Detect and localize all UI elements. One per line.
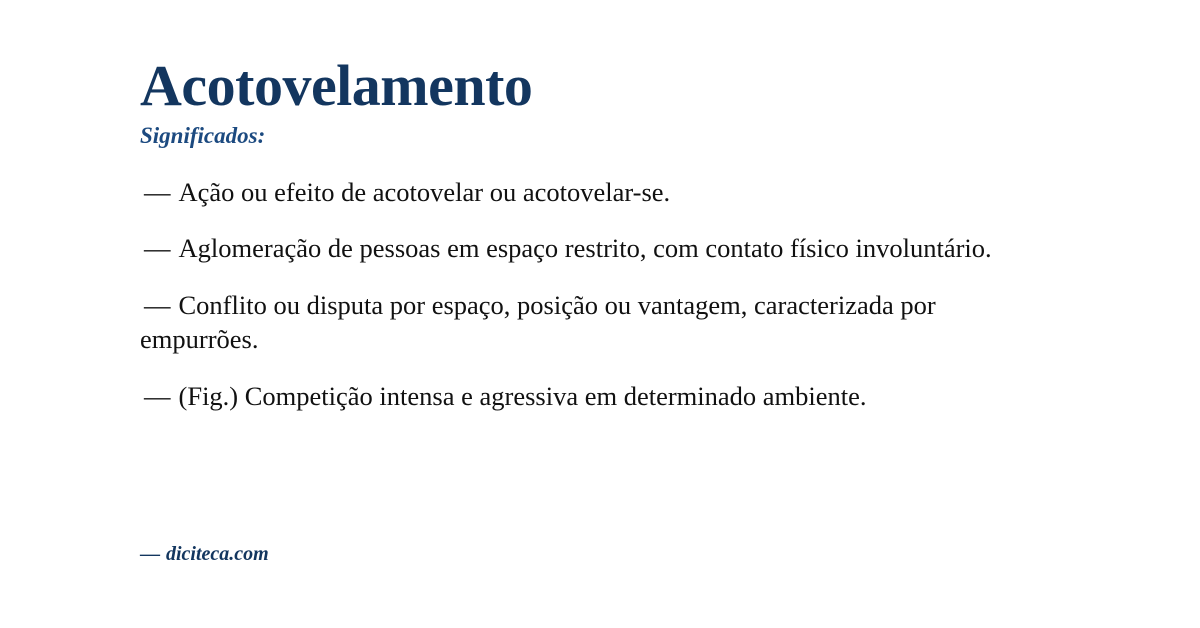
source-attribution — [140, 543, 269, 566]
definition-text: Conflito ou disputa por espaço, posição ou vantagem, caracterizada por empurrões. — [140, 289, 936, 355]
list-item — [140, 379, 1060, 413]
em-dash-marker: — — [144, 380, 171, 411]
definition-text: Ação ou efeito de acotovelar ou acotovelar-se. — [178, 176, 671, 207]
list-item — [140, 231, 1060, 265]
definitions-list — [140, 175, 1060, 413]
definition-text: Aglomeração de pessoas em espaço restrito, com contato físico involuntário. — [178, 233, 992, 264]
list-item — [140, 175, 1060, 209]
source-dash: — — [140, 543, 160, 565]
em-dash-marker: — — [144, 233, 171, 264]
em-dash-marker: — — [144, 289, 171, 320]
source-label: diciteca.com — [166, 543, 269, 565]
definition-text: (Fig.) Competição intensa e agressiva em determinado ambiente. — [178, 380, 867, 411]
em-dash-marker: — — [144, 176, 171, 207]
page-title: Acotovelamento — [140, 53, 533, 118]
list-item — [140, 288, 1060, 357]
meanings-label: Significados: — [140, 122, 266, 148]
